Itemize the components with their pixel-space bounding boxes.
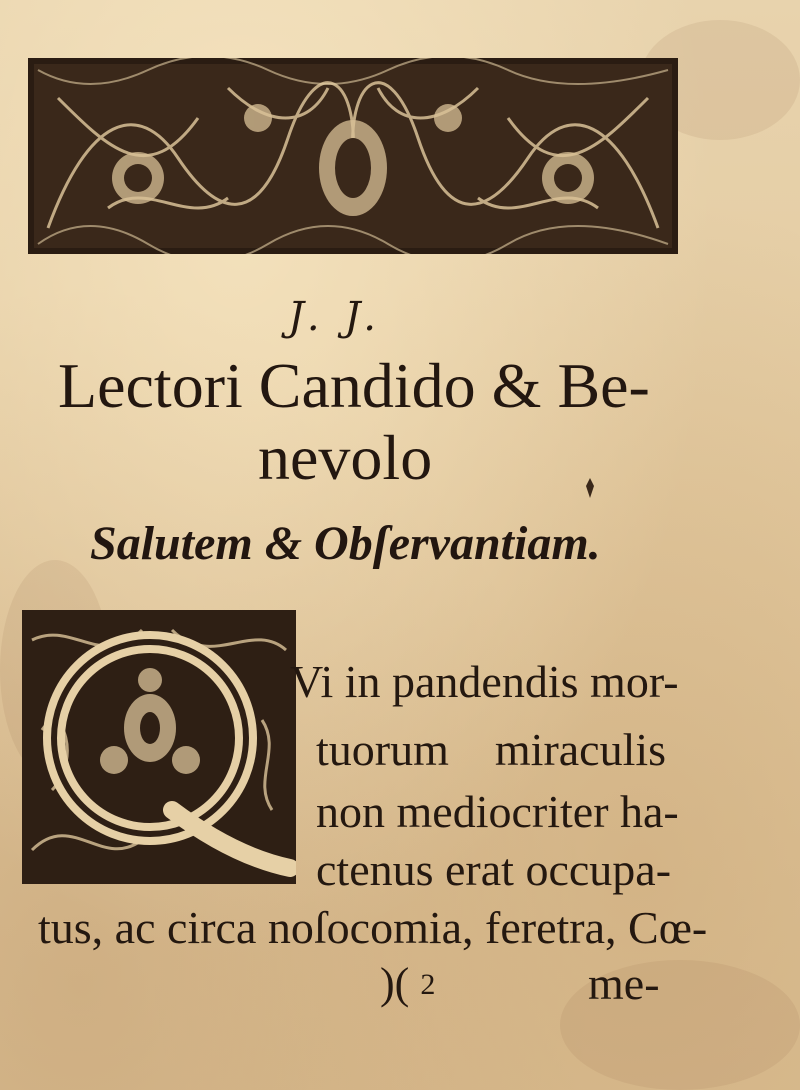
catchword: me- xyxy=(588,958,660,1009)
signature-symbol: )( xyxy=(380,959,410,1008)
page-title-line-2: nevolo xyxy=(258,422,433,493)
body-line: tus, ac circa noſocomia, feretra, Cœ- xyxy=(38,902,708,953)
signature-number: 2 xyxy=(420,968,436,1001)
signature-mark xyxy=(380,956,435,1013)
body-line: Vi in pandendis mor- xyxy=(290,656,679,707)
monogram: J. J. xyxy=(288,294,383,340)
headpiece-ornament xyxy=(28,58,678,254)
page-subtitle: Salutem & Obſervantiam. xyxy=(90,517,601,570)
body-line: non mediocriter ha- xyxy=(316,786,679,837)
body-line: ctenus erat occupa- xyxy=(316,844,672,895)
body-line: tuorum miraculis xyxy=(316,724,667,775)
decorated-initial xyxy=(22,610,296,884)
fleuron-icon xyxy=(582,478,598,498)
page-title-line-1: Lectori Candido & Be- xyxy=(58,350,650,421)
